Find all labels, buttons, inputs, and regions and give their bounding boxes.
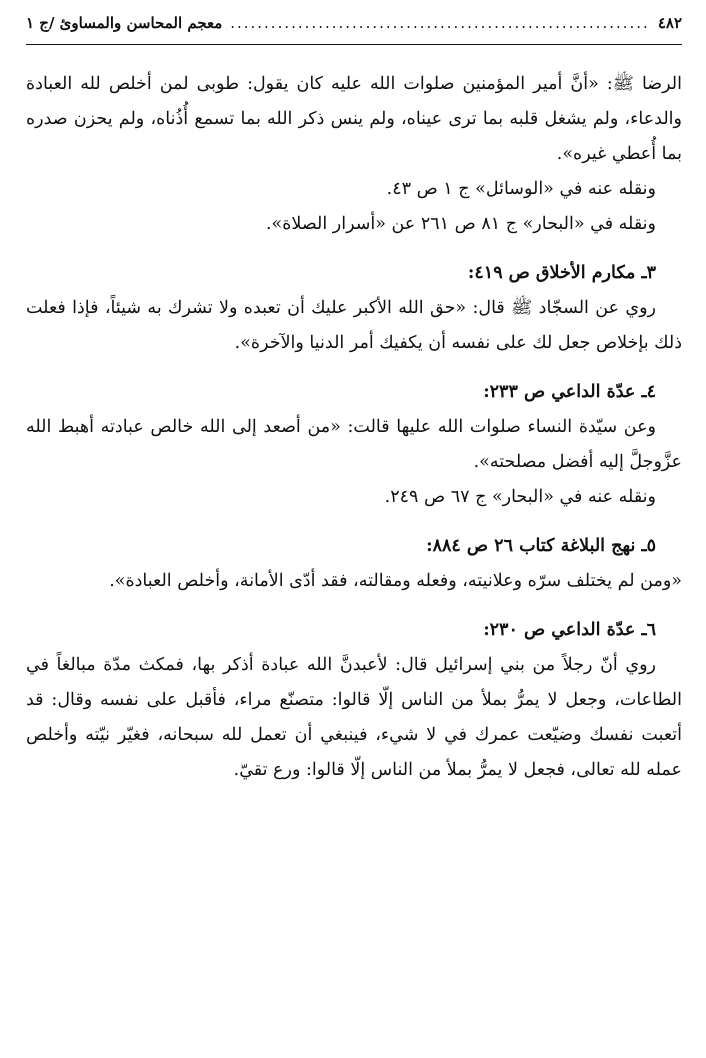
section-heading: ٣ـ مكارم الأخلاق ص ٤١٩: xyxy=(467,263,656,283)
paragraph: روي عن السجّاد ﷺ قال: «حق الله الأكبر عليك أن تعبده ولا تشرك به شيئاً، فإذا فعلت ذلك بإخلاص جعل لك على نفسه أن يكفيك أمر الدنيا والآخرة». xyxy=(26,298,682,353)
running-title: معجم المحاسن والمساوئ /ج ١ xyxy=(26,14,223,32)
paragraph: روي أنّ رجلاً من بني إسرائيل قال: لأعبدنَّ الله عبادة أذكر بها، فمكث مدّة مبالغاً في الطاعات، وجعل لا يمرُّ بملأ من الناس إلّا قالوا: متصنّع مراء، فأقبل على نفسه وقال: قد أتعبت نفسك وضيّعت عمرك في لا شيء، فينبغي أن تعمل لله سبحانه، فغيّر نيّته وأخلص عمله لله تعالى، فجعل لا يمرُّ بملأ من الناس إلّا قالوا: ورع تقيّ. xyxy=(26,655,682,780)
paragraph: الرضا ﷺ: «أنَّ أمير المؤمنين صلوات الله عليه كان يقول: طوبى لمن أخلص لله العبادة والدعاء، ولم يشغل قلبه بما ترى عيناه، ولم ينس ذكر الله بما تسمع أُذُناه، ولم يحزن صدره بما أُعطي غيره». xyxy=(26,74,682,164)
running-header xyxy=(26,14,682,45)
paragraph: وعن سيّدة النساء صلوات الله عليها قالت: «من أصعد إلى الله خالص عبادته أهبط الله عزَّوجلَّ إليه أفضل مصلحته». xyxy=(26,417,682,472)
reference-line: ونقله عنه في «البحار» ج ٦٧ ص ٢٤٩. xyxy=(384,487,656,507)
page-number: ٤٨٢ xyxy=(657,14,682,32)
section-heading: ٥ـ نهج البلاغة كتاب ٢٦ ص ٨٨٤: xyxy=(426,536,656,556)
paragraph: «ومن لم يختلف سرّه وعلانيته، وفعله ومقالته، فقد أدّى الأمانة، وأخلص العبادة». xyxy=(109,571,682,591)
section-heading: ٦ـ عدّة الداعي ص ٢٣٠: xyxy=(483,620,656,640)
reference-line: ونقله عنه في «الوسائل» ج ١ ص ٤٣. xyxy=(386,179,656,199)
reference-line: ونقله في «البحار» ج ٨١ ص ٢٦١ عن «أسرار الصلاة». xyxy=(265,214,656,234)
header-leader-dots xyxy=(230,14,650,32)
document-page xyxy=(26,14,682,788)
section-heading: ٤ـ عدّة الداعي ص ٢٣٣: xyxy=(483,382,656,402)
page-body xyxy=(26,67,682,788)
